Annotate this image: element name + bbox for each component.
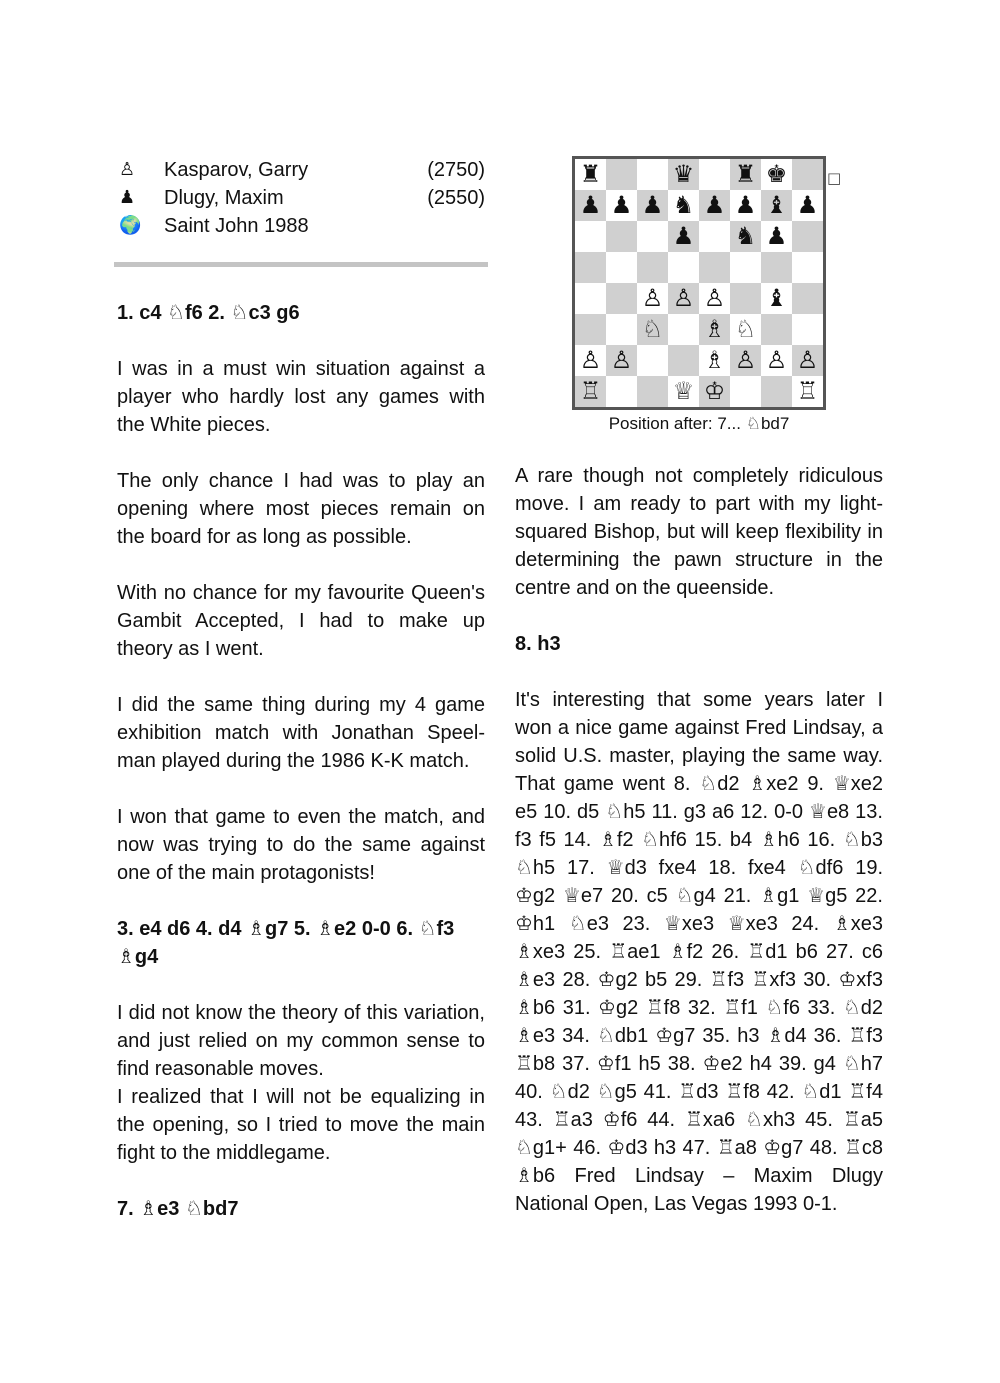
chess-diagram	[515, 156, 883, 462]
black-player-name: Dlugy, Maxim	[164, 187, 284, 209]
square-c4: ♙	[637, 283, 668, 314]
square-d2	[668, 345, 699, 376]
square-f1	[730, 376, 761, 407]
black-player-elo: (2550)	[427, 187, 485, 209]
square-h2: ♙	[792, 345, 823, 376]
square-b4	[606, 283, 637, 314]
paragraph: I did the same thing during my 4 game exhibition match with Jonathan Speel- man played during the 1986 K-K match.	[117, 694, 485, 772]
square-a6	[575, 221, 606, 252]
square-e8	[699, 159, 730, 190]
square-d5	[668, 252, 699, 283]
square-e6	[699, 221, 730, 252]
paragraph: It's interesting that some years later I won a nice game against Fred Lindsay, a solid U.S. master, playing the same way. That game went 8. ♘d2 ♗xe2 9. ♕xe2 e5 10. d5 ♘h5 11. g3 a6 12. 0-0 ♕e8 13. f3 f5 14. ♗f2 ♘hf6 15. b4 ♗h6 16. ♘b3 ♘h5 17. ♕d3 fxe4 18. fxe4 ♘df6 19. ♔g2 ♕e7 20. c5 ♘g4 21. ♗g1 ♕g5 22. ♔h1 ♘e3 23. ♕xe3 ♕xe3 24. ♗xe3 ♗xe3 25. ♖ae1 ♗f2 26. ♖d1 b6 27. c6 ♗e3 28. ♔g2 b5 29. ♖f3 ♖xf3 30. ♔xf3 ♗b6 31. ♔g2 ♖f8 32. ♖f1 ♘f6 33. ♘d2 ♗e3 34. ♘db1 ♔g7 35. h3 ♗d4 36. ♖f3 ♖b8 37. ♔f1 h5 38. ♔e2 h4 39. g4 ♘h7 40. ♘d2 ♘g5 41. ♖d3 ♖f8 42. ♘d1 ♖f4 43. ♖a3 ♔f6 44. ♖xa6 ♘xh3 45. ♖a5 ♘g1+ 46. ♔d3 h3 47. ♖a8 ♔g7 48. ♖c8 ♗b6 Fred Lindsay – Maxim Dlugy National Open, Las Vegas 1993 0-1.	[515, 689, 883, 1215]
right-column	[515, 156, 883, 1246]
paragraph: I realized that I will not be equalizing in the opening, so I tried to move the main fight to the middlegame.	[117, 1086, 485, 1164]
square-h8	[792, 159, 823, 190]
square-e4: ♙	[699, 283, 730, 314]
square-g6: ♟	[761, 221, 792, 252]
square-h3	[792, 314, 823, 345]
chess-board	[572, 156, 826, 410]
square-a8: ♜	[575, 159, 606, 190]
square-a5	[575, 252, 606, 283]
game-header	[117, 156, 485, 267]
square-c8	[637, 159, 668, 190]
square-f3: ♘	[730, 314, 761, 345]
square-e1: ♔	[699, 376, 730, 407]
paragraph: The only chance I had was to play an opening where most pieces remain on the board for as long as possible.	[117, 470, 485, 548]
square-d4: ♙	[668, 283, 699, 314]
square-b1	[606, 376, 637, 407]
event-row	[117, 212, 485, 240]
square-e2: ♗	[699, 345, 730, 376]
square-a4	[575, 283, 606, 314]
square-b7: ♟	[606, 190, 637, 221]
diagram-caption: Position after: 7... ♘bd7	[608, 414, 790, 433]
side-to-move-icon: □	[827, 169, 842, 187]
header-divider	[114, 262, 488, 267]
square-f6: ♞	[730, 221, 761, 252]
paragraph: A rare though not completely ridiculous move. I am ready to part with my light- squared Bishop, but will keep flexibility in determining the pawn structure in the centre and on the queenside.	[515, 465, 883, 599]
paragraph: I did not know the theory of this variation, and just relied on my common sense to find reasonable moves.	[117, 1002, 485, 1080]
square-h7: ♟	[792, 190, 823, 221]
square-e3: ♗	[699, 314, 730, 345]
black-pawn-icon: ♟	[119, 187, 136, 208]
square-g1	[761, 376, 792, 407]
white-player-row	[117, 156, 485, 184]
event-name: Saint John 1988	[164, 215, 309, 237]
square-e7: ♟	[699, 190, 730, 221]
square-h5	[792, 252, 823, 283]
square-f7: ♟	[730, 190, 761, 221]
square-h4	[792, 283, 823, 314]
square-b2: ♙	[606, 345, 637, 376]
paragraph: I was in a must win situation against a player who hardly lost any games with the White pieces.	[117, 358, 485, 436]
square-a1: ♖	[575, 376, 606, 407]
square-b8	[606, 159, 637, 190]
square-a7: ♟	[575, 190, 606, 221]
white-player-elo: (2750)	[427, 159, 485, 181]
square-d1: ♕	[668, 376, 699, 407]
square-c3: ♘	[637, 314, 668, 345]
moves-1-2: 1. c4 ♘f6 2. ♘c3 g6	[117, 302, 300, 324]
square-f5	[730, 252, 761, 283]
square-g3	[761, 314, 792, 345]
square-f8: ♜	[730, 159, 761, 190]
square-c2	[637, 345, 668, 376]
square-d3	[668, 314, 699, 345]
white-pawn-icon: ♙	[119, 159, 136, 180]
left-column	[117, 156, 485, 1251]
square-g5	[761, 252, 792, 283]
white-player-name: Kasparov, Garry	[164, 159, 309, 181]
square-c6	[637, 221, 668, 252]
moves-7: 7. ♗e3 ♘bd7	[117, 1198, 239, 1220]
paragraph: With no chance for my favourite Queen's Gambit Accepted, I had to make up theory as I went.	[117, 582, 485, 660]
square-a2: ♙	[575, 345, 606, 376]
square-d8: ♛	[668, 159, 699, 190]
square-g4: ♝	[761, 283, 792, 314]
square-c1	[637, 376, 668, 407]
square-h6	[792, 221, 823, 252]
square-c7: ♟	[637, 190, 668, 221]
square-f4	[730, 283, 761, 314]
square-b3	[606, 314, 637, 345]
moves-3-6: 3. e4 d6 4. d4 ♗g7 5. ♗e2 0-0 6. ♘f3 ♗g4	[117, 918, 455, 968]
square-g7: ♝	[761, 190, 792, 221]
globe-icon: 🌍	[119, 215, 142, 236]
square-f2: ♙	[730, 345, 761, 376]
square-b6	[606, 221, 637, 252]
square-d7: ♞	[668, 190, 699, 221]
square-g8: ♚	[761, 159, 792, 190]
moves-8: 8. h3	[515, 633, 561, 655]
square-b5	[606, 252, 637, 283]
black-player-row	[117, 184, 485, 212]
square-d6: ♟	[668, 221, 699, 252]
square-c5	[637, 252, 668, 283]
square-g2: ♙	[761, 345, 792, 376]
square-e5	[699, 252, 730, 283]
square-h1: ♖	[792, 376, 823, 407]
square-a3	[575, 314, 606, 345]
paragraph: I won that game to even the match, and now was trying to do the same against one of the main protagonists!	[117, 806, 485, 884]
